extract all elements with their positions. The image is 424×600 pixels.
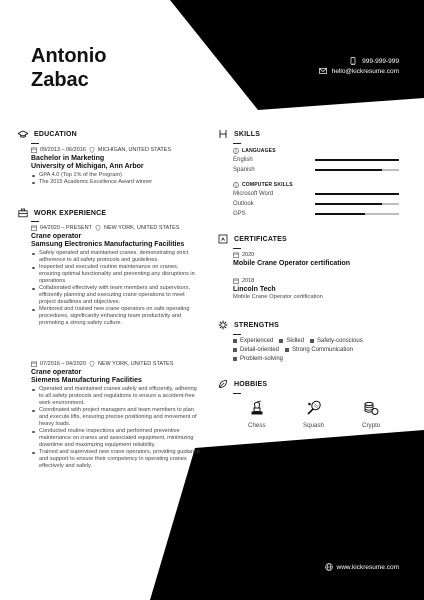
job-role: Crane operator [31, 233, 82, 240]
website-link[interactable]: www.kickresume.com [325, 563, 399, 571]
bullet-square-icon [310, 339, 314, 343]
certificates-heading: CERTIFICATES [218, 234, 287, 244]
candidate-name [31, 44, 107, 92]
last-name: Zabac [31, 69, 89, 91]
skill-level-bar [315, 159, 399, 162]
job-bullets [31, 386, 201, 470]
calendar-icon [31, 147, 37, 153]
briefcase-icon [18, 208, 28, 218]
skill-level-bar [315, 169, 399, 172]
skill-row: GPS [233, 209, 399, 219]
degree: Bachelor in Marketing [31, 155, 105, 162]
calendar-icon [31, 225, 37, 231]
location-pin-icon [95, 225, 101, 231]
chess-icon [249, 400, 265, 416]
calendar-icon [233, 278, 239, 284]
languages-subheading: LANGUAGES [233, 148, 399, 154]
job-meta: 04/2020 – PRESENT NEW YORK, UNITED STATES [31, 225, 201, 231]
skill-row: English [233, 155, 399, 165]
list-item: Inspected and executed routine maintenance on cranes, ensuring optimal functionality and preventing any disruptions in operations. [31, 264, 201, 285]
phone-contact [349, 57, 399, 65]
list-item: Safely operated and maintained cranes, demonstrating strict adherence to all safety protocols and guidelines. [31, 250, 201, 264]
work-experience-heading: WORK EXPERIENCE [18, 208, 106, 218]
squash-icon [306, 400, 322, 416]
skills-rule [233, 143, 241, 144]
location-pin-icon [89, 147, 95, 153]
school-name: University of Michigan, Ann Arbor [31, 163, 144, 170]
skills-heading: SKILLS [218, 129, 260, 139]
list-item: The 2015 Academic Excellence Award winner [31, 179, 201, 186]
certificate-entry-1: 2020 Mobile Crane Operator certification [233, 252, 399, 268]
certificates-rule [233, 248, 241, 249]
email-contact[interactable] [319, 67, 399, 75]
globe-icon [325, 563, 333, 571]
certificate-icon [218, 234, 228, 244]
education-rule [31, 143, 39, 144]
computer-skills-block [233, 182, 399, 219]
bullet-square-icon [233, 348, 237, 352]
list-item: Coordinated with project managers and team members to plan and execute lifts, ensuring precise positioning and movement of heavy loads. [31, 407, 201, 428]
list-item: GPA 4.0 (Top 1% of the Program) [31, 172, 201, 179]
certificate-name: Mobile Crane Operator certification [233, 260, 351, 267]
bullet-square-icon [285, 348, 289, 352]
certificate-entry-2: 2018 Lincoln Tech Mobile Crane Operator certification [233, 278, 399, 301]
certificate-name: Lincoln Tech [233, 286, 276, 293]
strength-item: Experienced [233, 337, 273, 345]
strength-item: Safety-conscious [310, 337, 363, 345]
calendar-icon [31, 361, 37, 367]
info-icon [233, 182, 239, 188]
hobbies-rule [233, 393, 241, 394]
info-icon [233, 148, 239, 154]
company-name: Siemens Manufacturing Facilities [31, 377, 142, 384]
list-item: Mentored and trained new crane operators on safe operating procedures, significantly enhancing team productivity and promoting a strong safety culture. [31, 306, 201, 327]
computer-skills-subheading: COMPUTER SKILLS [233, 182, 399, 188]
hobby-crypto: Crypto [362, 400, 380, 429]
job-role: Crane operator [31, 369, 82, 376]
strengths-rule [233, 334, 241, 335]
leaf-icon [218, 379, 228, 389]
list-item: Trained and supervised new crane operators, providing guidance and support to ensure their competency in operating cranes effectively and safely. [31, 449, 201, 470]
phone-icon [349, 57, 357, 65]
hobbies-heading: HOBBIES [218, 379, 267, 389]
skill-level-bar [315, 203, 399, 206]
tools-icon [218, 129, 228, 139]
company-name: Samsung Electronics Manufacturing Facilities [31, 241, 185, 248]
skill-row: Outlook [233, 199, 399, 209]
job-bullets [31, 250, 201, 327]
education-meta: 09/2013 – 06/2016 MICHIGAN, UNITED STATES [31, 147, 201, 153]
strength-item: Problem-solving [233, 355, 283, 363]
strengths-heading: STRENGTHS [218, 320, 279, 330]
list-item: Conducted routine inspections and performed preventive maintenance on cranes and associated equipment, minimizing downtime and maximizing equipment reliability. [31, 428, 201, 449]
bullet-square-icon [233, 357, 237, 361]
strengths-list [233, 337, 383, 363]
mail-icon [319, 67, 327, 75]
skill-level-bar [315, 193, 399, 196]
job-entry-2 [31, 361, 201, 470]
work-rule [31, 221, 39, 222]
certificate-detail: Mobile Crane Operator certification [233, 294, 323, 300]
bullet-square-icon [279, 339, 283, 343]
list-item: Operated and maintained cranes safely and efficiently, adhering to all safety protocols and regulations to ensure a accident-free work environment. [31, 386, 201, 407]
gear-icon [218, 320, 228, 330]
crypto-icon [363, 400, 379, 416]
job-meta: 07/2016 – 04/2020 NEW YORK, UNITED STATES [31, 361, 201, 367]
first-name: Antonio [31, 45, 107, 67]
calendar-icon [233, 252, 239, 258]
bullet-square-icon [233, 339, 237, 343]
hobby-squash: Squash [303, 400, 324, 429]
job-entry-1 [31, 225, 201, 327]
location-pin-icon [89, 361, 95, 367]
strength-item: Detail-oriented [233, 346, 279, 354]
education-notes [31, 172, 201, 186]
list-item: Collaborated effectively with team members and supervisors, efficiently planning and executing crane operations to meet project deadlines and objectives. [31, 285, 201, 306]
phone-number: 999-999-999 [362, 57, 399, 65]
education-entry [31, 147, 201, 186]
skill-row: Spanish [233, 165, 399, 175]
email-address[interactable]: hello@kickresume.com [331, 67, 399, 75]
strength-item: Strong Communication [285, 346, 353, 354]
hobby-chess: Chess [248, 400, 266, 429]
skill-level-bar [315, 213, 399, 216]
graduation-cap-icon [18, 129, 28, 139]
strength-item: Skilled [279, 337, 304, 345]
languages-block [233, 148, 399, 175]
education-heading: EDUCATION [18, 129, 77, 139]
skill-row: Microsoft Word [233, 189, 399, 199]
